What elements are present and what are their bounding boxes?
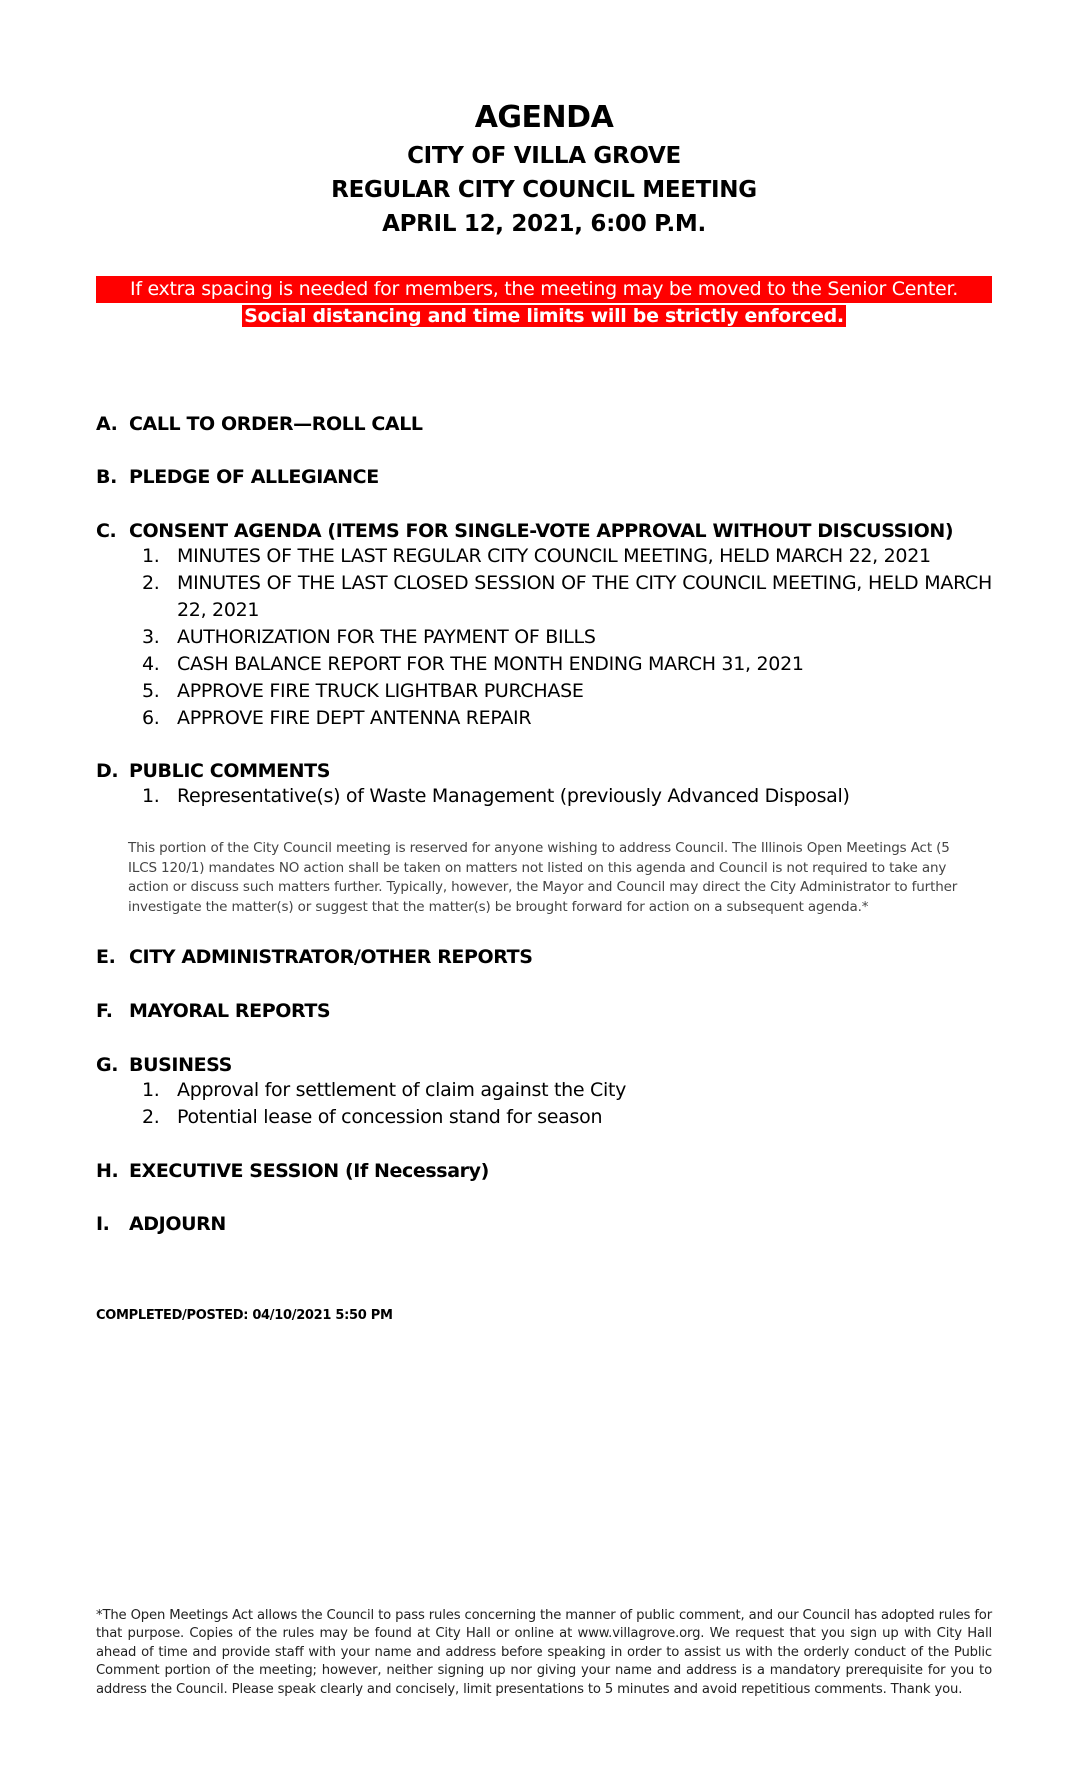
section-letter: C. [96, 520, 117, 542]
section-letter: B. [96, 466, 117, 488]
list-item [142, 783, 992, 810]
list-item [142, 543, 992, 570]
notice-enforcement [0, 304, 1088, 328]
section-business [96, 1053, 232, 1077]
section-title: CITY ADMINISTRATOR/OTHER REPORTS [129, 946, 533, 968]
section-public-comments [96, 759, 330, 783]
list-item [142, 624, 992, 651]
section-letter: A. [96, 413, 118, 435]
section-letter: H. [96, 1160, 119, 1182]
list-item [142, 1104, 992, 1131]
item-text: Representative(s) of Waste Management (previously Advanced Disposal) [177, 785, 850, 807]
item-number: 4. [142, 653, 160, 675]
item-text: Approval for settlement of claim against the City [177, 1079, 627, 1101]
section-title: ADJOURN [129, 1213, 226, 1235]
item-text: APPROVE FIRE TRUCK LIGHTBAR PURCHASE [177, 680, 584, 702]
footnote: *The Open Meetings Act allows the Council to pass rules concerning the manner of public comment, and our Council has adopted rules for that purpose. Copies of the rules may be found at City Hall or online at www.villagrove.org. We request that you sign up with City Hall ahead of time and provide staff with your name and address before speaking in order to assist us with the orderly conduct of the Public Comment portion of the meeting; however, neither signing up nor giving your name and address is a mandatory prerequisite for you to address the Council. Please speak clearly and concisely, limit presentations to 5 minutes and avoid repetitious comments. Thank you. [96, 1608, 992, 1697]
list-item [142, 1077, 992, 1104]
item-number: 6. [142, 707, 160, 729]
notice-banner: If extra spacing is needed for members, the meeting may be moved to the Senior Center. [96, 276, 992, 303]
item-number: 2. [142, 572, 160, 594]
section-pledge [96, 465, 379, 489]
section-title: BUSINESS [129, 1054, 232, 1076]
section-consent-agenda [96, 519, 953, 543]
section-title: PUBLIC COMMENTS [129, 760, 331, 782]
item-number: 2. [142, 1106, 160, 1128]
section-title: CONSENT AGENDA (ITEMS FOR SINGLE-VOTE APPROVAL WITHOUT DISCUSSION) [129, 520, 954, 542]
section-letter: G. [96, 1054, 119, 1076]
page-title: AGENDA [474, 100, 614, 135]
section-letter: D. [96, 760, 119, 782]
section-letter: E. [96, 946, 116, 968]
section-title: CALL TO ORDER—ROLL CALL [129, 413, 423, 435]
section-adjourn [96, 1212, 226, 1236]
item-text: APPROVE FIRE DEPT ANTENNA REPAIR [177, 707, 532, 729]
meeting-type: REGULAR CITY COUNCIL MEETING [331, 177, 757, 203]
section-call-to-order [96, 412, 423, 436]
posted-timestamp: COMPLETED/POSTED: 04/10/2021 5:50 PM [96, 1308, 393, 1323]
list-item [142, 570, 992, 624]
section-title: EXECUTIVE SESSION (If Necessary) [129, 1160, 489, 1182]
item-text: CASH BALANCE REPORT FOR THE MONTH ENDING MARCH 31, 2021 [177, 653, 804, 675]
item-number: 1. [142, 1079, 160, 1101]
section-administrator-reports [96, 945, 533, 969]
section-letter: F. [96, 1000, 113, 1022]
public-comment-note: This portion of the City Council meeting is reserved for anyone wishing to address Council. The Illinois Open Meetings Act (5 ILCS 120/1) mandates NO action shall be taken on matters not listed on this agenda and Council is not required to take any action or discuss such matters further. Typically, however, the Mayor and Council may direct the City Administrator to further investigate the matter(s) or suggest that the matter(s) be brought forward for action on a subsequent agenda.* [128, 840, 958, 915]
list-item [142, 705, 992, 732]
item-text: MINUTES OF THE LAST CLOSED SESSION OF THE CITY COUNCIL MEETING, HELD MARCH 22, 2021 [177, 572, 992, 621]
city-name: CITY OF VILLA GROVE [407, 143, 681, 169]
item-text: Potential lease of concession stand for season [177, 1106, 603, 1128]
list-item [142, 651, 992, 678]
item-number: 1. [142, 545, 160, 567]
item-text: MINUTES OF THE LAST REGULAR CITY COUNCIL MEETING, HELD MARCH 22, 2021 [177, 545, 931, 567]
section-title: MAYORAL REPORTS [129, 1000, 331, 1022]
item-text: AUTHORIZATION FOR THE PAYMENT OF BILLS [177, 626, 596, 648]
section-title: PLEDGE OF ALLEGIANCE [129, 466, 379, 488]
item-number: 5. [142, 680, 160, 702]
section-executive-session [96, 1159, 489, 1183]
item-number: 1. [142, 785, 160, 807]
meeting-datetime: APRIL 12, 2021, 6:00 P.M. [382, 211, 706, 237]
notice-enforcement-text: Social distancing and time limits will be strictly enforced. [244, 305, 844, 327]
section-mayoral-reports [96, 999, 330, 1023]
section-letter: I. [96, 1213, 110, 1235]
list-item [142, 678, 992, 705]
item-number: 3. [142, 626, 160, 648]
